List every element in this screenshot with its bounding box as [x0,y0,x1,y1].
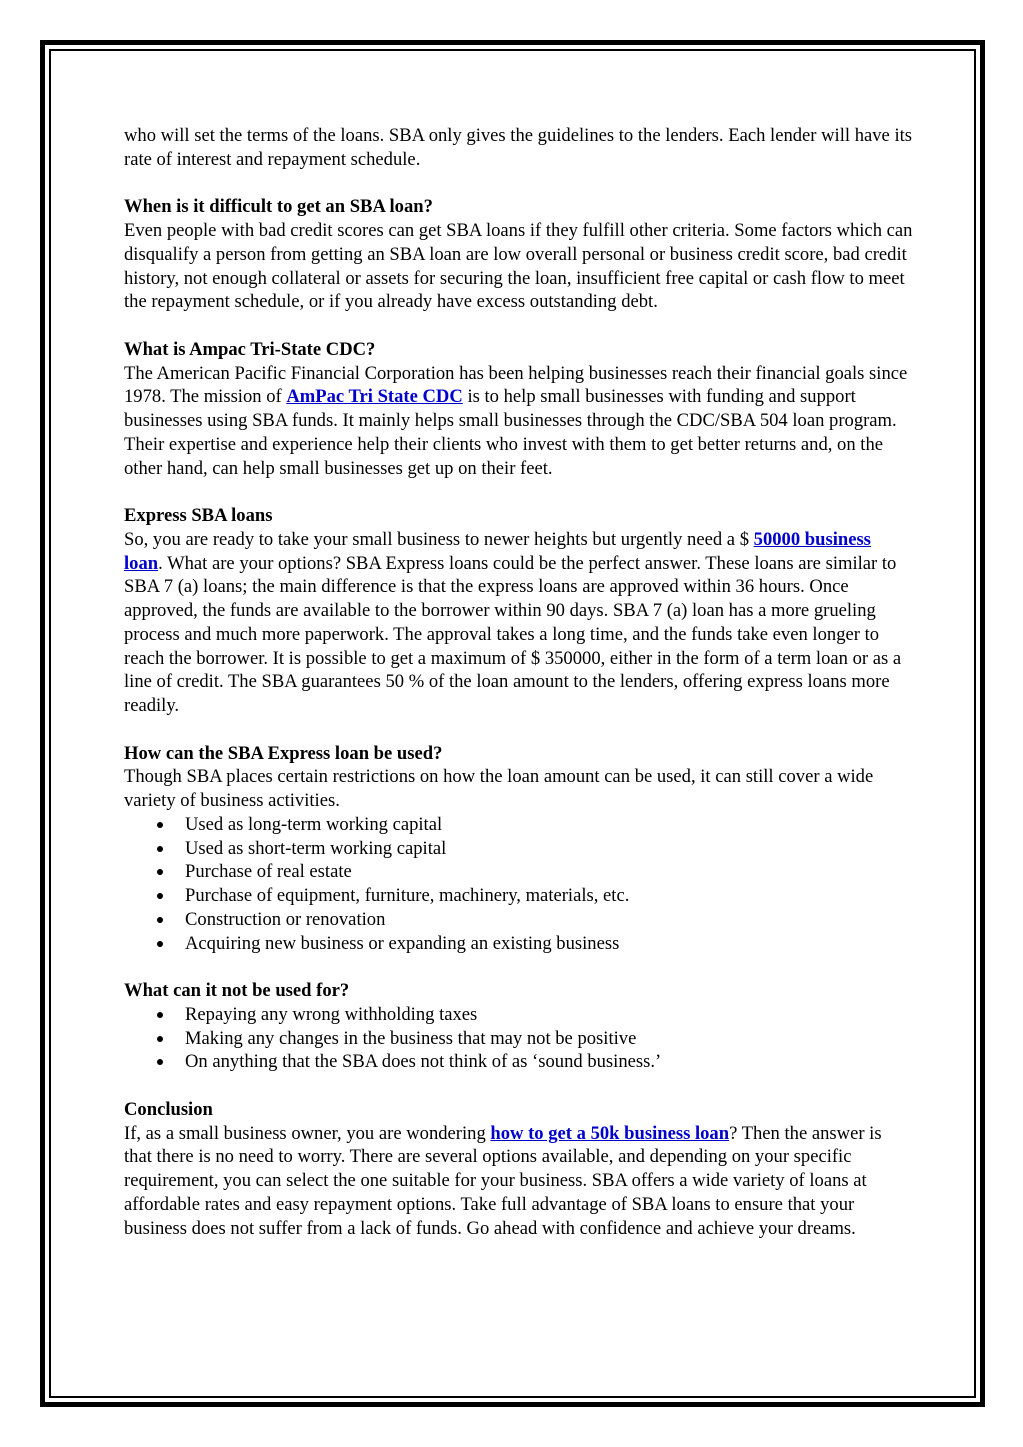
express-heading: Express SBA loans [124,505,273,526]
express-section [124,504,914,718]
ampac-paragraph [124,362,914,481]
express-text-after: . What are your options? SBA Express loans could be the perfect answer. These loans are similar to SBA 7 (a) loans; the main difference is that the express loans are approved within 36 hours. Once approved, the funds are available to the borrower within 90 days. SBA 7 (a) loan has a more grueling process and much more paperwork. The approval takes a long time, and the funds take even longer to reach the borrower. It is possible to get a maximum of $ 350000, either in the form of a term loan or as a line of credit. The SBA guarantees 50 % of the loan amount to the lenders, offering express loans more readily. [124,552,902,716]
conclusion-section [124,1098,914,1241]
uses-paragraph: Though SBA places certain restrictions on how the loan amount can be used, it can still cover a wide variety of business activities. [124,766,874,811]
list-item: Repaying any wrong withholding taxes [185,1003,914,1027]
intro-section [124,124,914,172]
uses-heading: How can the SBA Express loan be used? [124,742,443,764]
conclusion-paragraph [124,1122,914,1241]
list-item: Construction or renovation [185,908,914,932]
list-item: Making any changes in the business that may not be positive [185,1027,914,1051]
business-loan-link[interactable]: 50000 business loan [124,528,871,574]
list-item: Used as long-term working capital [185,813,914,837]
not-uses-list [124,1003,914,1074]
conclusion-heading: Conclusion [124,1098,213,1120]
list-item: On anything that the SBA does not think of as ‘sound business.’ [185,1050,914,1074]
express-paragraph [124,528,914,718]
intro-paragraph: who will set the terms of the loans. SBA only gives the guidelines to the lenders. Each lender will have its rate of interest and repayment schedule. [124,125,913,170]
uses-section [124,742,914,956]
list-item: Used as short-term working capital [185,837,914,861]
ampac-section [124,338,914,481]
uses-list [124,813,914,956]
list-item: Acquiring new business or expanding an existing business [185,932,914,956]
ampac-heading: What is Ampac Tri-State CDC? [124,338,376,360]
conclusion-text-before: If, as a small business owner, you are wondering [124,1122,491,1144]
not-uses-heading: What can it not be used for? [124,980,350,1001]
ampac-text-before: The American Pacific Financial Corporation has been helping businesses reach their financial goals since 1978. The mission of [124,362,908,408]
document-body [124,124,914,1264]
not-uses-section [124,979,914,1074]
list-item: Purchase of real estate [185,860,914,884]
50k-loan-link[interactable]: how to get a 50k business loan [490,1122,730,1144]
express-text-before: So, you are ready to take your small business to newer heights but urgently need a $ [124,528,754,550]
difficult-heading: When is it difficult to get an SBA loan? [124,196,433,218]
conclusion-text-after: ? Then the answer is that there is no need to worry. There are several options available, and depending on your specific requirement, you can select the one suitable for your business. SBA offers a wide variety of loans at affordable rates and easy repayment options. Take full advantage of SBA loans to ensure that your business does not suffer from a lack of funds. Go ahead with confidence and achieve your dreams. [124,1122,882,1239]
ampac-text-after: is to help small businesses with funding and support businesses using SBA funds. It mainly helps small businesses through the CDC/SBA 504 loan program. Their expertise and experience help their clients who invest with them to get better returns and, on the other hand, can help small businesses get up on their feet. [124,386,897,479]
list-item: Purchase of equipment, furniture, machinery, materials, etc. [185,884,914,908]
difficult-paragraph: Even people with bad credit scores can get SBA loans if they fulfill other criteria. Some factors which can disqualify a person from getting an SBA loan are low overall personal or business credit score, bad credit history, not enough collateral or assets for securing the loan, insufficient free capital or cash flow to meet the repayment schedule, or if you already have excess outstanding debt. [124,220,913,313]
difficult-section [124,195,914,314]
ampac-link[interactable]: AmPac Tri State CDC [286,386,463,408]
